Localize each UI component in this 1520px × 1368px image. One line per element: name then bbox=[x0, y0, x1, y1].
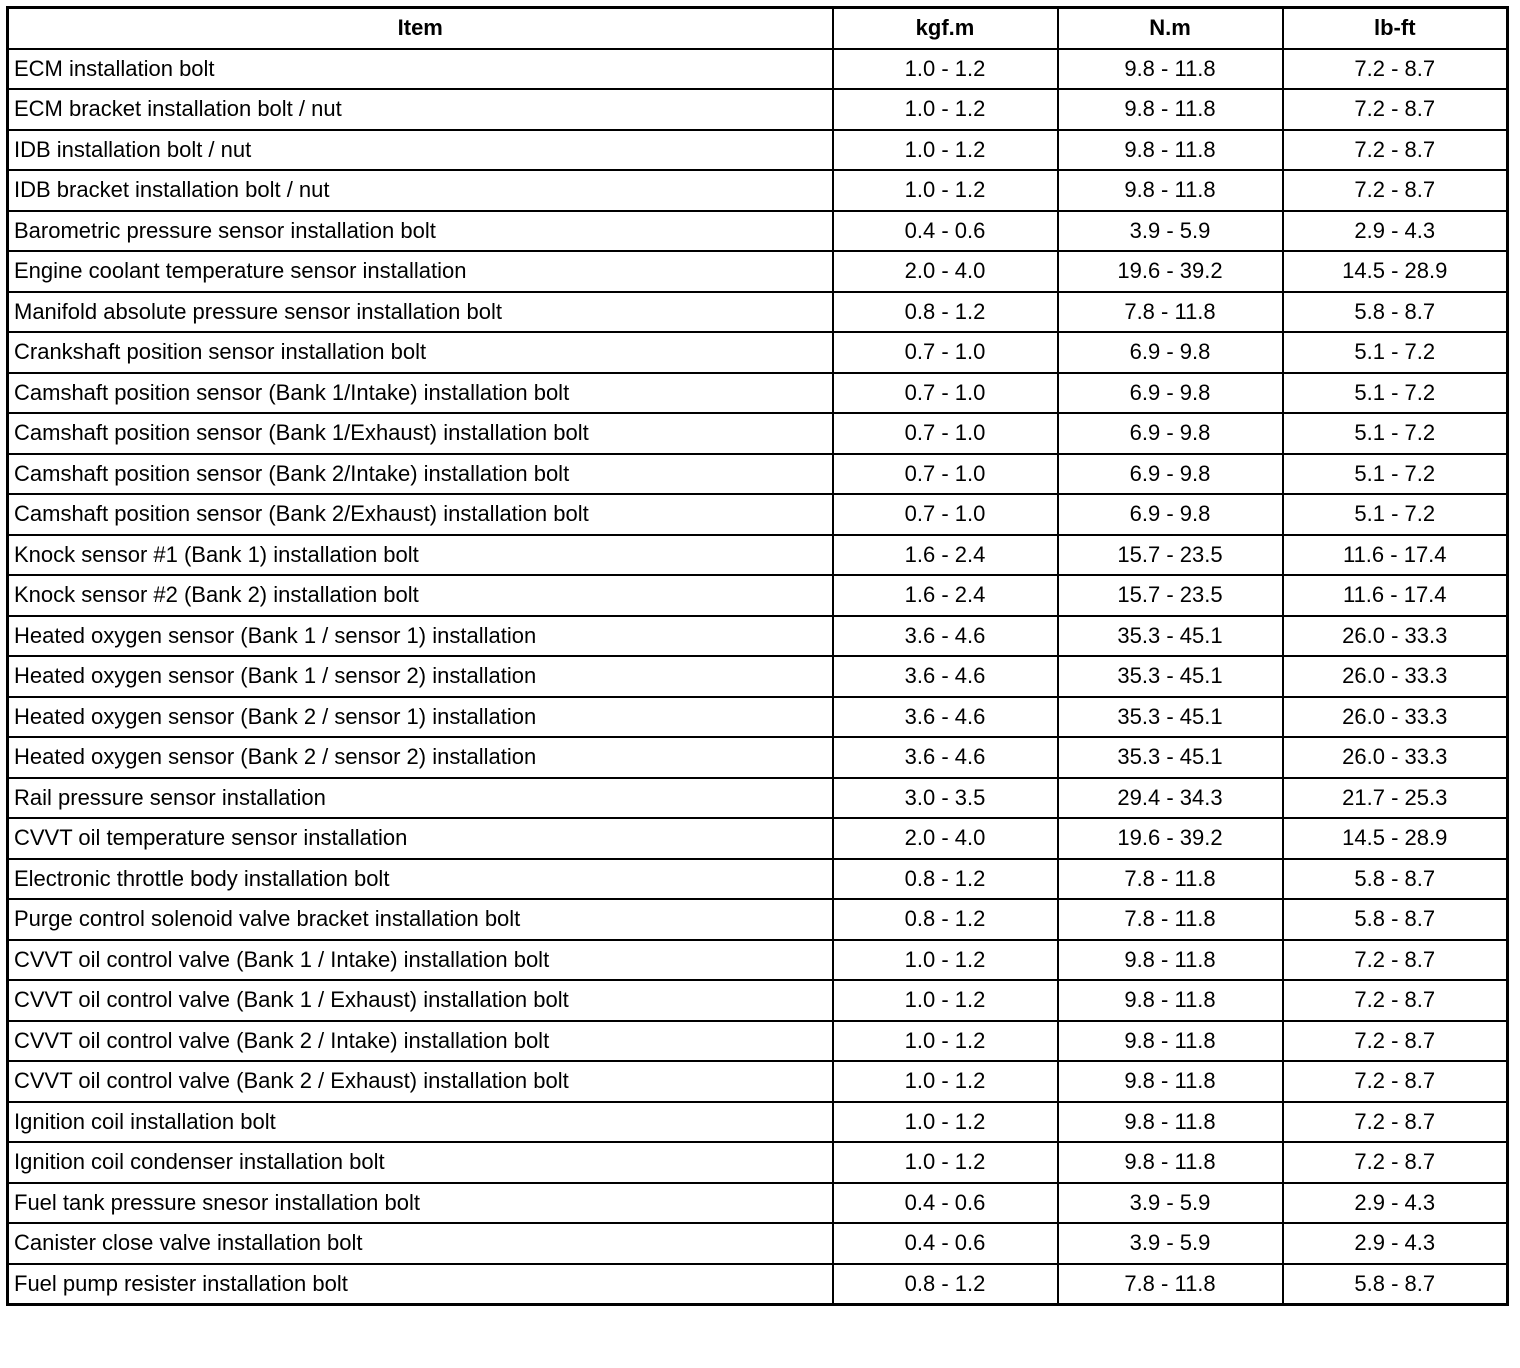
kgf-m-cell: 0.4 - 0.6 bbox=[833, 1183, 1058, 1224]
table-row bbox=[8, 778, 1508, 819]
table-row bbox=[8, 616, 1508, 657]
n-m-cell: 35.3 - 45.1 bbox=[1058, 697, 1283, 738]
table-row bbox=[8, 535, 1508, 576]
table-row bbox=[8, 373, 1508, 414]
lb-ft-cell: 7.2 - 8.7 bbox=[1283, 1021, 1508, 1062]
table-row bbox=[8, 1061, 1508, 1102]
n-m-cell: 7.8 - 11.8 bbox=[1058, 859, 1283, 900]
table-row bbox=[8, 1264, 1508, 1305]
table-row bbox=[8, 170, 1508, 211]
item-cell: Camshaft position sensor (Bank 1/Exhaust) installation bolt bbox=[8, 413, 833, 454]
n-m-cell: 7.8 - 11.8 bbox=[1058, 292, 1283, 333]
kgf-m-cell: 0.7 - 1.0 bbox=[833, 494, 1058, 535]
item-cell: ECM installation bolt bbox=[8, 49, 833, 90]
lb-ft-cell: 7.2 - 8.7 bbox=[1283, 1061, 1508, 1102]
kgf-m-cell: 3.6 - 4.6 bbox=[833, 737, 1058, 778]
n-m-cell: 6.9 - 9.8 bbox=[1058, 413, 1283, 454]
kgf-m-cell: 0.7 - 1.0 bbox=[833, 373, 1058, 414]
lb-ft-cell: 7.2 - 8.7 bbox=[1283, 49, 1508, 90]
header-row bbox=[8, 8, 1508, 49]
table-row bbox=[8, 1021, 1508, 1062]
lb-ft-cell: 7.2 - 8.7 bbox=[1283, 940, 1508, 981]
table-row bbox=[8, 292, 1508, 333]
item-cell: Manifold absolute pressure sensor installation bolt bbox=[8, 292, 833, 333]
n-m-cell: 7.8 - 11.8 bbox=[1058, 899, 1283, 940]
item-cell: Heated oxygen sensor (Bank 1 / sensor 1) installation bbox=[8, 616, 833, 657]
header-n-m: N.m bbox=[1058, 8, 1283, 49]
table-row bbox=[8, 1102, 1508, 1143]
item-cell: Knock sensor #2 (Bank 2) installation bolt bbox=[8, 575, 833, 616]
lb-ft-cell: 5.1 - 7.2 bbox=[1283, 332, 1508, 373]
item-cell: Heated oxygen sensor (Bank 1 / sensor 2) installation bbox=[8, 656, 833, 697]
kgf-m-cell: 0.8 - 1.2 bbox=[833, 1264, 1058, 1305]
n-m-cell: 3.9 - 5.9 bbox=[1058, 1183, 1283, 1224]
kgf-m-cell: 1.6 - 2.4 bbox=[833, 575, 1058, 616]
kgf-m-cell: 0.4 - 0.6 bbox=[833, 1223, 1058, 1264]
lb-ft-cell: 11.6 - 17.4 bbox=[1283, 535, 1508, 576]
n-m-cell: 9.8 - 11.8 bbox=[1058, 1021, 1283, 1062]
kgf-m-cell: 3.6 - 4.6 bbox=[833, 697, 1058, 738]
n-m-cell: 6.9 - 9.8 bbox=[1058, 494, 1283, 535]
item-cell: Heated oxygen sensor (Bank 2 / sensor 1) installation bbox=[8, 697, 833, 738]
lb-ft-cell: 5.1 - 7.2 bbox=[1283, 413, 1508, 454]
kgf-m-cell: 1.0 - 1.2 bbox=[833, 1061, 1058, 1102]
kgf-m-cell: 2.0 - 4.0 bbox=[833, 251, 1058, 292]
item-cell: Heated oxygen sensor (Bank 2 / sensor 2) installation bbox=[8, 737, 833, 778]
table-row bbox=[8, 697, 1508, 738]
item-cell: Electronic throttle body installation bolt bbox=[8, 859, 833, 900]
lb-ft-cell: 7.2 - 8.7 bbox=[1283, 980, 1508, 1021]
table-row bbox=[8, 454, 1508, 495]
lb-ft-cell: 5.8 - 8.7 bbox=[1283, 899, 1508, 940]
item-cell: CVVT oil control valve (Bank 1 / Intake) installation bolt bbox=[8, 940, 833, 981]
n-m-cell: 6.9 - 9.8 bbox=[1058, 373, 1283, 414]
item-cell: Rail pressure sensor installation bbox=[8, 778, 833, 819]
table-row bbox=[8, 980, 1508, 1021]
table-row bbox=[8, 211, 1508, 252]
n-m-cell: 35.3 - 45.1 bbox=[1058, 656, 1283, 697]
kgf-m-cell: 0.7 - 1.0 bbox=[833, 332, 1058, 373]
lb-ft-cell: 7.2 - 8.7 bbox=[1283, 1102, 1508, 1143]
item-cell: Camshaft position sensor (Bank 2/Intake) installation bolt bbox=[8, 454, 833, 495]
table-row bbox=[8, 494, 1508, 535]
lb-ft-cell: 26.0 - 33.3 bbox=[1283, 616, 1508, 657]
n-m-cell: 19.6 - 39.2 bbox=[1058, 251, 1283, 292]
lb-ft-cell: 5.8 - 8.7 bbox=[1283, 1264, 1508, 1305]
item-cell: CVVT oil control valve (Bank 2 / Exhaust) installation bolt bbox=[8, 1061, 833, 1102]
lb-ft-cell: 5.1 - 7.2 bbox=[1283, 494, 1508, 535]
table-body bbox=[8, 49, 1508, 1305]
table-row bbox=[8, 737, 1508, 778]
item-cell: IDB installation bolt / nut bbox=[8, 130, 833, 171]
kgf-m-cell: 0.8 - 1.2 bbox=[833, 859, 1058, 900]
item-cell: Camshaft position sensor (Bank 1/Intake) installation bolt bbox=[8, 373, 833, 414]
kgf-m-cell: 1.0 - 1.2 bbox=[833, 170, 1058, 211]
kgf-m-cell: 0.7 - 1.0 bbox=[833, 454, 1058, 495]
kgf-m-cell: 1.0 - 1.2 bbox=[833, 1142, 1058, 1183]
n-m-cell: 9.8 - 11.8 bbox=[1058, 1061, 1283, 1102]
item-cell: CVVT oil control valve (Bank 2 / Intake) installation bolt bbox=[8, 1021, 833, 1062]
n-m-cell: 3.9 - 5.9 bbox=[1058, 1223, 1283, 1264]
lb-ft-cell: 26.0 - 33.3 bbox=[1283, 737, 1508, 778]
lb-ft-cell: 5.8 - 8.7 bbox=[1283, 859, 1508, 900]
n-m-cell: 7.8 - 11.8 bbox=[1058, 1264, 1283, 1305]
item-cell: Canister close valve installation bolt bbox=[8, 1223, 833, 1264]
item-cell: ECM bracket installation bolt / nut bbox=[8, 89, 833, 130]
lb-ft-cell: 5.1 - 7.2 bbox=[1283, 454, 1508, 495]
header-item: Item bbox=[8, 8, 833, 49]
table-row bbox=[8, 89, 1508, 130]
item-cell: Purge control solenoid valve bracket installation bolt bbox=[8, 899, 833, 940]
n-m-cell: 9.8 - 11.8 bbox=[1058, 130, 1283, 171]
item-cell: Engine coolant temperature sensor installation bbox=[8, 251, 833, 292]
lb-ft-cell: 7.2 - 8.7 bbox=[1283, 89, 1508, 130]
item-cell: Knock sensor #1 (Bank 1) installation bolt bbox=[8, 535, 833, 576]
lb-ft-cell: 2.9 - 4.3 bbox=[1283, 1223, 1508, 1264]
kgf-m-cell: 0.8 - 1.2 bbox=[833, 292, 1058, 333]
table-row bbox=[8, 656, 1508, 697]
table-row bbox=[8, 575, 1508, 616]
lb-ft-cell: 26.0 - 33.3 bbox=[1283, 656, 1508, 697]
header-kgf-m: kgf.m bbox=[833, 8, 1058, 49]
lb-ft-cell: 5.1 - 7.2 bbox=[1283, 373, 1508, 414]
lb-ft-cell: 2.9 - 4.3 bbox=[1283, 211, 1508, 252]
item-cell: Ignition coil condenser installation bolt bbox=[8, 1142, 833, 1183]
item-cell: Crankshaft position sensor installation bolt bbox=[8, 332, 833, 373]
n-m-cell: 9.8 - 11.8 bbox=[1058, 980, 1283, 1021]
n-m-cell: 35.3 - 45.1 bbox=[1058, 616, 1283, 657]
table-row bbox=[8, 940, 1508, 981]
table-row bbox=[8, 1183, 1508, 1224]
header-lb-ft: lb-ft bbox=[1283, 8, 1508, 49]
kgf-m-cell: 1.0 - 1.2 bbox=[833, 980, 1058, 1021]
n-m-cell: 6.9 - 9.8 bbox=[1058, 332, 1283, 373]
lb-ft-cell: 2.9 - 4.3 bbox=[1283, 1183, 1508, 1224]
lb-ft-cell: 5.8 - 8.7 bbox=[1283, 292, 1508, 333]
n-m-cell: 9.8 - 11.8 bbox=[1058, 1142, 1283, 1183]
kgf-m-cell: 1.0 - 1.2 bbox=[833, 130, 1058, 171]
kgf-m-cell: 1.6 - 2.4 bbox=[833, 535, 1058, 576]
lb-ft-cell: 7.2 - 8.7 bbox=[1283, 170, 1508, 211]
kgf-m-cell: 3.0 - 3.5 bbox=[833, 778, 1058, 819]
n-m-cell: 35.3 - 45.1 bbox=[1058, 737, 1283, 778]
item-cell: CVVT oil temperature sensor installation bbox=[8, 818, 833, 859]
lb-ft-cell: 21.7 - 25.3 bbox=[1283, 778, 1508, 819]
n-m-cell: 6.9 - 9.8 bbox=[1058, 454, 1283, 495]
item-cell: Ignition coil installation bolt bbox=[8, 1102, 833, 1143]
n-m-cell: 9.8 - 11.8 bbox=[1058, 49, 1283, 90]
table-row bbox=[8, 1142, 1508, 1183]
kgf-m-cell: 0.8 - 1.2 bbox=[833, 899, 1058, 940]
kgf-m-cell: 3.6 - 4.6 bbox=[833, 656, 1058, 697]
lb-ft-cell: 7.2 - 8.7 bbox=[1283, 1142, 1508, 1183]
table-row bbox=[8, 130, 1508, 171]
n-m-cell: 9.8 - 11.8 bbox=[1058, 170, 1283, 211]
n-m-cell: 15.7 - 23.5 bbox=[1058, 575, 1283, 616]
kgf-m-cell: 1.0 - 1.2 bbox=[833, 940, 1058, 981]
item-cell: CVVT oil control valve (Bank 1 / Exhaust) installation bolt bbox=[8, 980, 833, 1021]
kgf-m-cell: 1.0 - 1.2 bbox=[833, 89, 1058, 130]
n-m-cell: 3.9 - 5.9 bbox=[1058, 211, 1283, 252]
lb-ft-cell: 7.2 - 8.7 bbox=[1283, 130, 1508, 171]
table-row bbox=[8, 413, 1508, 454]
item-cell: IDB bracket installation bolt / nut bbox=[8, 170, 833, 211]
table-row bbox=[8, 251, 1508, 292]
torque-spec-table bbox=[6, 6, 1509, 1306]
kgf-m-cell: 0.7 - 1.0 bbox=[833, 413, 1058, 454]
table-row bbox=[8, 332, 1508, 373]
lb-ft-cell: 14.5 - 28.9 bbox=[1283, 251, 1508, 292]
table-row bbox=[8, 818, 1508, 859]
kgf-m-cell: 1.0 - 1.2 bbox=[833, 1102, 1058, 1143]
n-m-cell: 9.8 - 11.8 bbox=[1058, 940, 1283, 981]
item-cell: Barometric pressure sensor installation bolt bbox=[8, 211, 833, 252]
kgf-m-cell: 0.4 - 0.6 bbox=[833, 211, 1058, 252]
n-m-cell: 29.4 - 34.3 bbox=[1058, 778, 1283, 819]
kgf-m-cell: 2.0 - 4.0 bbox=[833, 818, 1058, 859]
table-row bbox=[8, 899, 1508, 940]
lb-ft-cell: 26.0 - 33.3 bbox=[1283, 697, 1508, 738]
n-m-cell: 15.7 - 23.5 bbox=[1058, 535, 1283, 576]
item-cell: Camshaft position sensor (Bank 2/Exhaust) installation bolt bbox=[8, 494, 833, 535]
table-row bbox=[8, 1223, 1508, 1264]
table-row bbox=[8, 49, 1508, 90]
item-cell: Fuel pump resister installation bolt bbox=[8, 1264, 833, 1305]
n-m-cell: 9.8 - 11.8 bbox=[1058, 89, 1283, 130]
table-header bbox=[8, 8, 1508, 49]
kgf-m-cell: 1.0 - 1.2 bbox=[833, 1021, 1058, 1062]
lb-ft-cell: 11.6 - 17.4 bbox=[1283, 575, 1508, 616]
n-m-cell: 19.6 - 39.2 bbox=[1058, 818, 1283, 859]
n-m-cell: 9.8 - 11.8 bbox=[1058, 1102, 1283, 1143]
lb-ft-cell: 14.5 - 28.9 bbox=[1283, 818, 1508, 859]
kgf-m-cell: 1.0 - 1.2 bbox=[833, 49, 1058, 90]
table-row bbox=[8, 859, 1508, 900]
kgf-m-cell: 3.6 - 4.6 bbox=[833, 616, 1058, 657]
item-cell: Fuel tank pressure snesor installation bolt bbox=[8, 1183, 833, 1224]
